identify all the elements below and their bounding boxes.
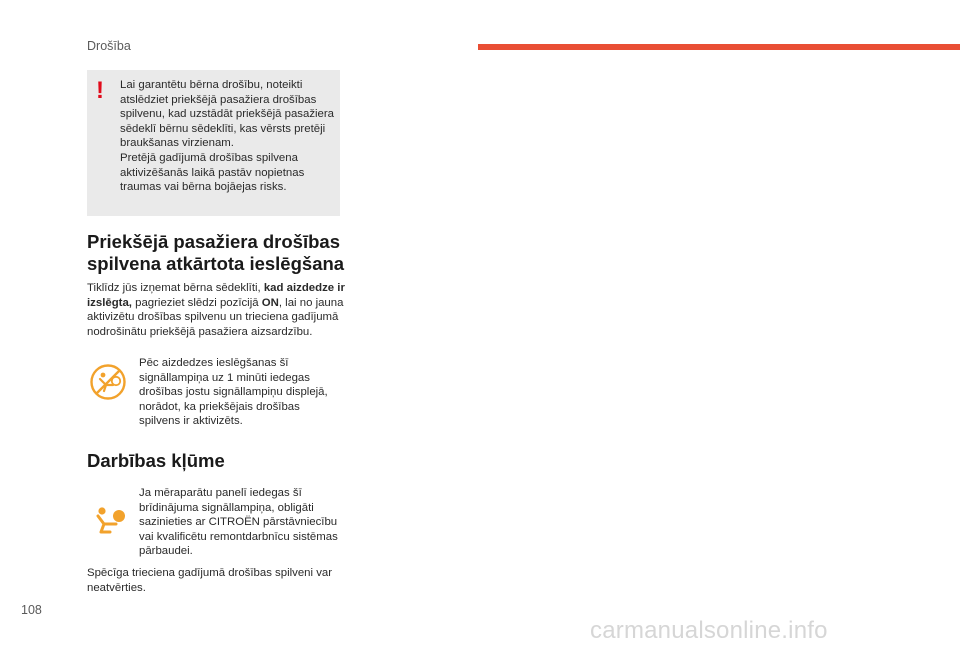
section-title-reactivation bbox=[87, 231, 357, 275]
exclamation-icon: ! bbox=[96, 77, 104, 104]
warning-text bbox=[120, 78, 338, 195]
bold-text: kad aizdedze ir izslēgta, bbox=[87, 282, 345, 309]
page-number: 108 bbox=[21, 603, 42, 617]
airbag-off-warning-icon bbox=[89, 363, 127, 401]
watermark: carmanualsonline.info bbox=[590, 617, 828, 644]
warning-line: Pretējā gadījumā drošības spilvena aktivizēšanās laikā pastāv nopietnas traumas vai bērna bojāejas risks. bbox=[120, 151, 305, 194]
warning-line: Lai garantētu bērna drošību, noteikti atslēdziet priekšējā pasažiera drošības spilvenu, kad uzstādāt priekšējā pasažiera sēdeklī bērnu sēdeklīti, kas vērsts pretēji braukšanas virzienam. bbox=[120, 79, 335, 150]
section-title-fault: Darbības kļūme bbox=[87, 450, 225, 471]
impact-note: Spēcīga trieciena gadījumā drošības spilveni var neatvērties. bbox=[87, 567, 333, 594]
title-line: Priekšējā pasažiera drošības bbox=[87, 231, 340, 252]
airbag-fault-note: Ja mēraparātu panelī iedegas šī brīdinājuma signāllampiņa, obligāti sazinieties ar CITROËN pārstāvniecību vai kvalificētu remontdarbnīcu sistēmas pārbaudei. bbox=[139, 487, 338, 558]
bold-text: ON bbox=[261, 296, 279, 309]
reactivation-paragraph bbox=[87, 281, 345, 339]
section-accent-bar bbox=[478, 44, 960, 50]
airbag-on-note: Pēc aizdedzes ieslēgšanas šī signāllampiņa uz 1 minūti iedegas drošības jostu signāllampiņu displejā, norādot, ka priekšējais drošības spilvens ir aktivizēts. bbox=[139, 357, 328, 428]
airbag-fault-warning-icon bbox=[93, 505, 127, 535]
text-run: , lai no jauna aktivizētu drošības spilvenu un trieciena gadījumā nodrošinātu priekšējā pasažiera aizsardzību. bbox=[87, 296, 344, 338]
text-run: pagrieziet slēdzi pozīcijā bbox=[131, 296, 262, 309]
title-line: spilvena atkārtota ieslēgšana bbox=[87, 253, 345, 274]
text-run: Tiklīdz jūs izņemat bērna sēdeklīti, bbox=[87, 282, 264, 294]
section-header: Drošība bbox=[87, 39, 131, 53]
warning-box bbox=[87, 70, 340, 216]
